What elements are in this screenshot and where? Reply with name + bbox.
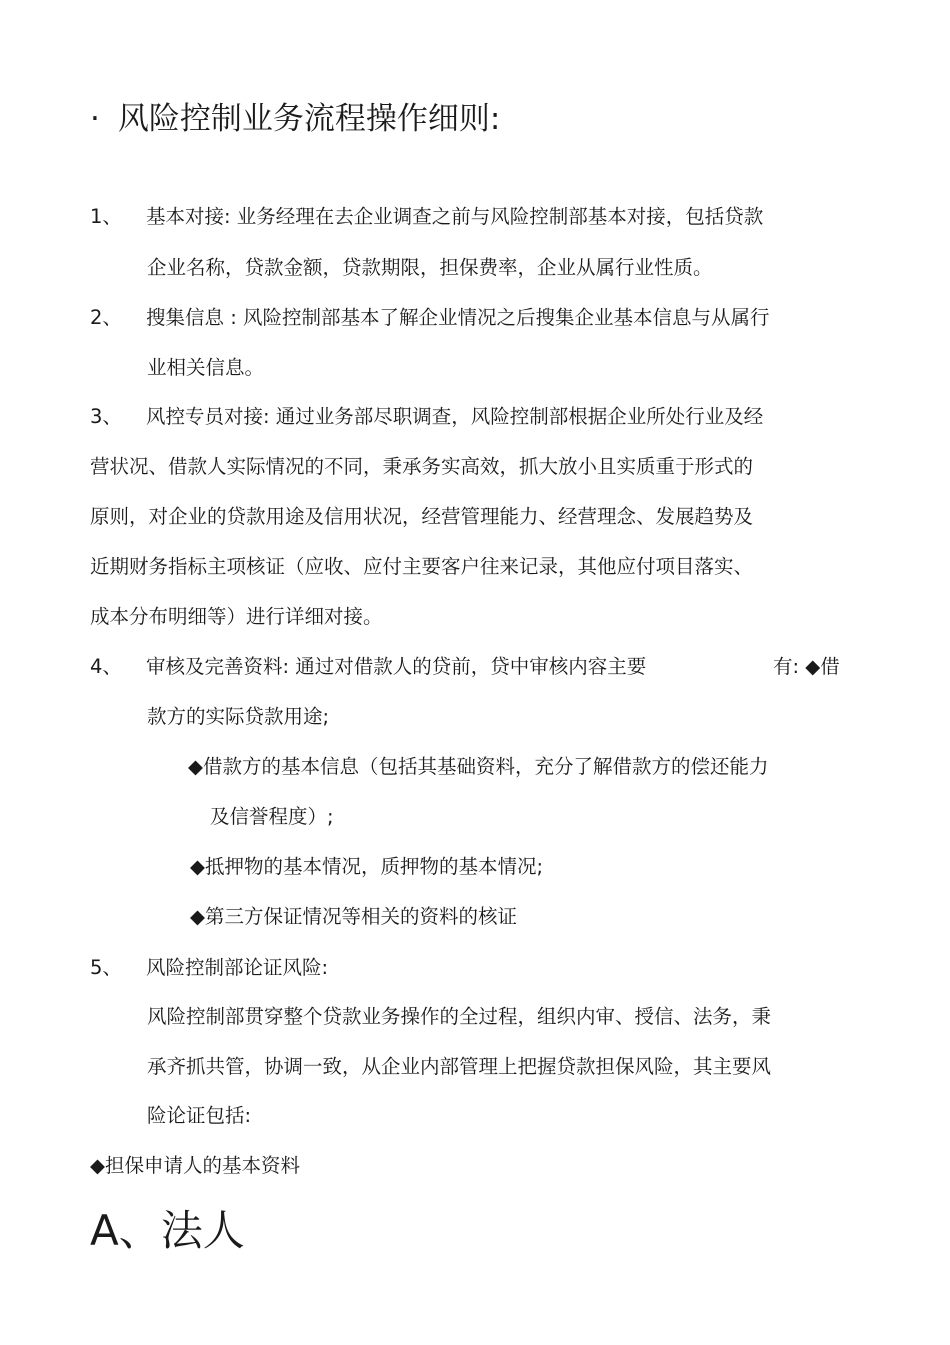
item-3-line-2: 营状况、借款人实际情况的不同，秉承务实高效，抓大放小且实质重于形式的 (90, 455, 754, 478)
item-3-number: 3、 (90, 405, 122, 428)
item-5-number: 5、 (90, 956, 122, 979)
item-4-text: 审核及完善资料: 通过对借款人的贷前，贷中审核内容主要 (146, 655, 647, 678)
item-5-para-line-2: 承齐抓共管，协调一致，从企业内部管理上把握贷款担保风险，其主要风 (147, 1055, 772, 1078)
item-2-text: 搜集信息 : 风险控制部基本了解企业情况之后搜集企业基本信息与从属行 (146, 306, 770, 329)
item-4-line-1 (90, 654, 646, 680)
item-1-line-1 (90, 204, 763, 230)
section-heading: A、法人 (90, 1206, 245, 1255)
item-4-bullet-1-cont: 及信誉程度）; (210, 805, 334, 828)
item-3-line-5: 成本分布明细等）进行详细对接。 (90, 605, 383, 628)
item-1-text: 基本对接: 业务经理在去企业调查之前与风险控制部基本对接，包括贷款 (146, 205, 764, 228)
item-4-bullet-2: ◆抵押物的基本情况，质押物的基本情况; (190, 855, 544, 878)
item-3-text: 风控专员对接: 通过业务部尽职调查，风险控制部根据企业所处行业及经 (146, 405, 764, 428)
item-5-para-line-1: 风险控制部贯穿整个贷款业务操作的全过程，组织内审、授信、法务，秉 (147, 1005, 772, 1028)
document-title (90, 97, 500, 141)
title-text: 风险控制业务流程操作细则: (117, 101, 501, 137)
item-3-line-4: 近期财务指标主项核证（应收、应付主要客户往来记录，其他应付项目落实、 (90, 555, 754, 578)
item-2-line-1 (90, 305, 769, 331)
item-5-para-line-3: 险论证包括: (147, 1104, 252, 1127)
item-1-line-2: 企业名称，贷款金额，贷款期限，担保费率，企业从属行业性质。 (147, 256, 713, 279)
item-4-line-2: 款方的实际贷款用途; (147, 705, 330, 728)
item-4-bullet-1: ◆借款方的基本信息（包括其基础资料，充分了解借款方的偿还能力 (188, 755, 769, 778)
item-4-bullet-3: ◆第三方保证情况等相关的资料的核证 (190, 905, 517, 928)
item-4-line-1-tail: 有: ◆借 (773, 655, 840, 678)
item-4-number: 4、 (90, 655, 122, 678)
item-3-line-3: 原则，对企业的贷款用途及信用状况，经营管理能力、经营理念、发展趋势及 (90, 505, 754, 528)
item-3-line-1 (90, 404, 763, 430)
bullet-applicant-info: ◆担保申请人的基本资料 (90, 1154, 300, 1177)
title-bullet: · (90, 101, 100, 137)
item-1-number: 1、 (90, 205, 122, 228)
item-5-line-1 (90, 955, 328, 981)
item-2-line-2: 业相关信息。 (147, 356, 265, 379)
item-5-text: 风险控制部论证风险: (146, 956, 329, 979)
item-2-number: 2、 (90, 306, 122, 329)
